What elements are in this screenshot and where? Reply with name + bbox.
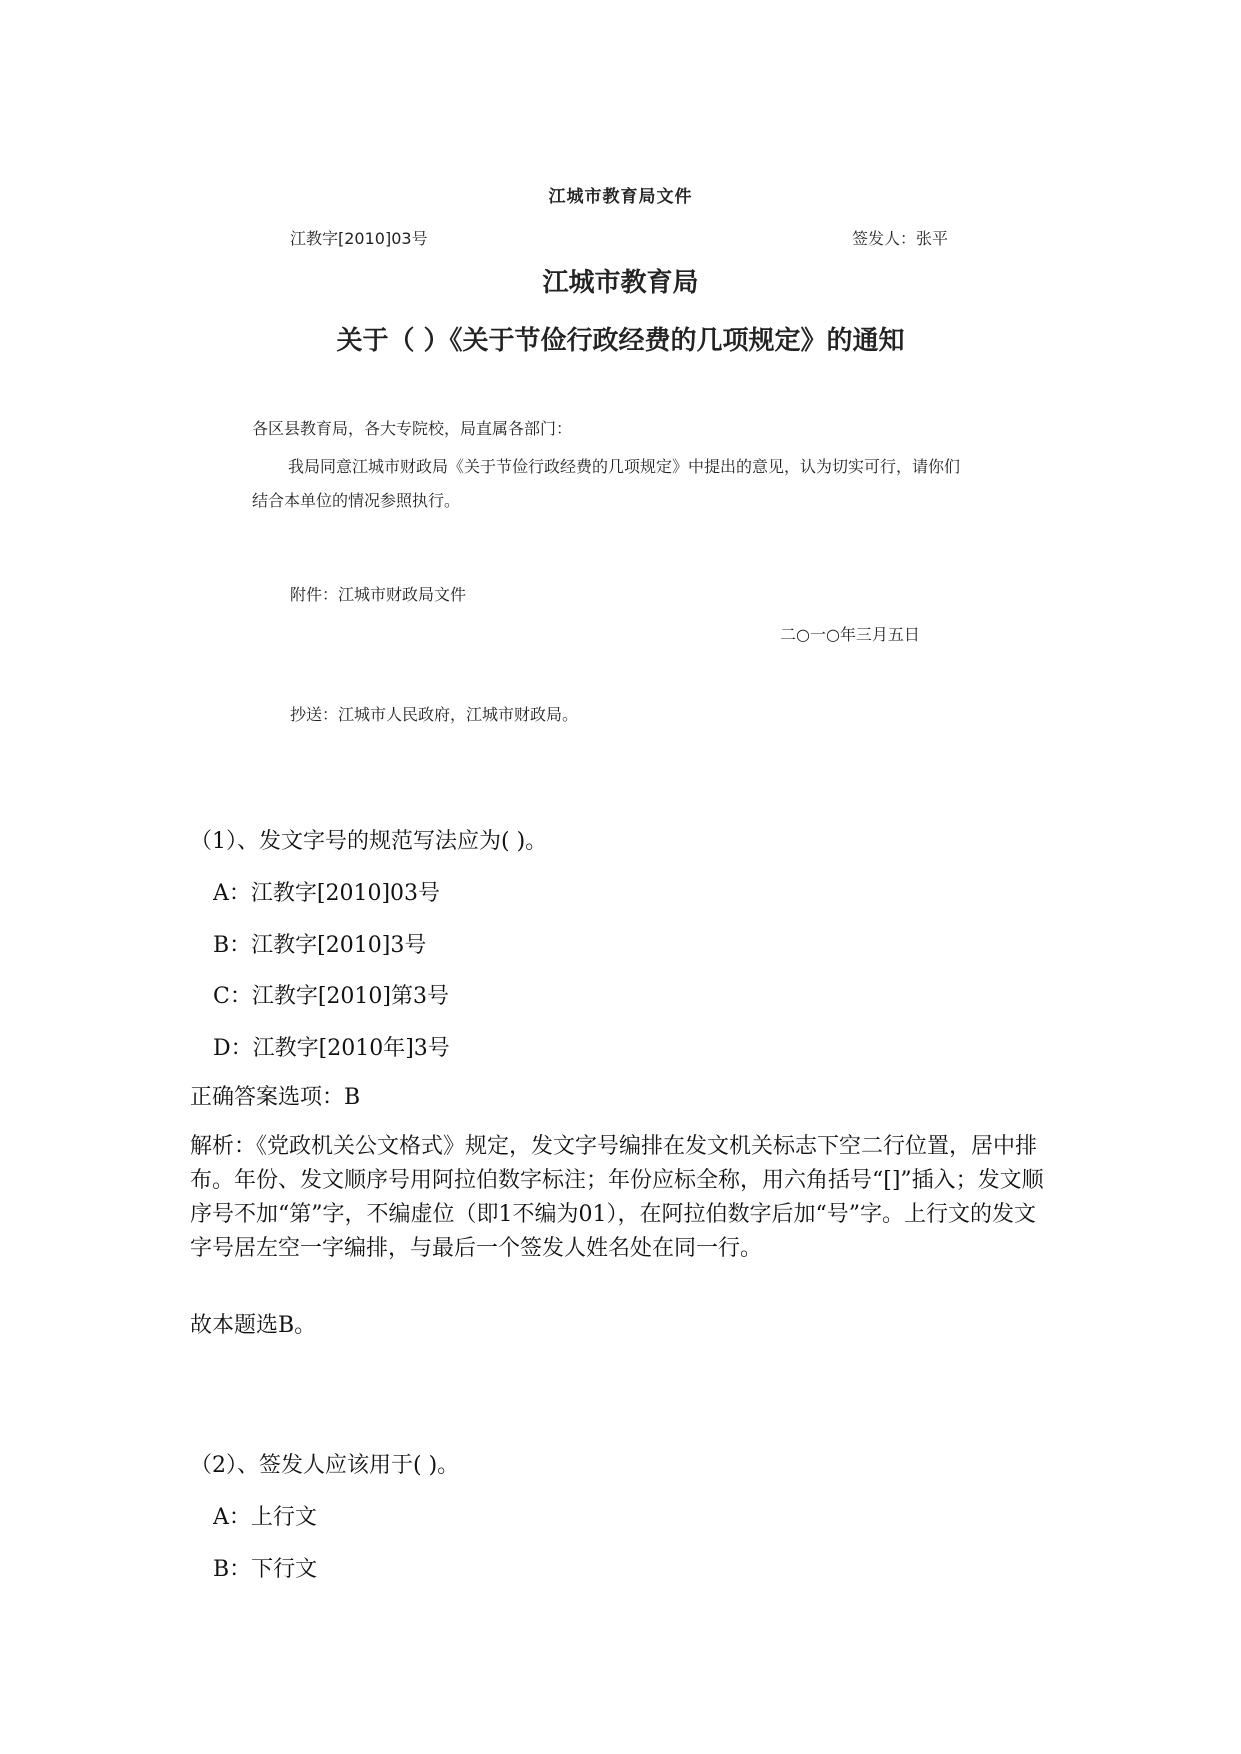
- issuing-authority: 江城市教育局: [542, 268, 699, 298]
- question-1-option-b: B：江教字[2010]3号: [213, 933, 427, 958]
- notice-body: 我局同意江城市财政局《关于节俭行政经费的几项规定》中提出的意见，认为切实可行，请你们结合本单位的情况参照执行。: [252, 457, 961, 510]
- attachment: 附件：江城市财政局文件: [290, 585, 467, 604]
- document-number: 江教字[2010]03号: [290, 229, 428, 248]
- question-1-stem: （1）、发文字号的规范写法应为( )。: [190, 829, 548, 854]
- question-1-analysis: 解析：《党政机关公文格式》规定，发文字号编排在发文机关标志下空二行位置，居中排布。年份、发文顺序号用阿拉伯数字标注；年份应标全称，用六角括号“[]”插入；发文顺序号不加“第”字，不编虚位（即1不编为01），在阿拉伯数字后加“号”字。上行文的发文字号居左空一字编排，与最后一个签发人姓名处在同一行。: [190, 1134, 1044, 1261]
- document-header: 江城市教育局文件: [548, 187, 693, 207]
- question-2-stem: （2）、签发人应该用于( )。: [190, 1453, 460, 1478]
- question-1-conclusion: 故本题选B。: [190, 1313, 317, 1338]
- notice-title: 关于（ ）《关于节俭行政经费的几项规定》的通知: [336, 326, 905, 356]
- cc-line: 抄送：江城市人民政府，江城市财政局。: [290, 705, 579, 724]
- question-1-option-c: C：江教字[2010]第3号: [213, 984, 449, 1009]
- signer: 签发人：张平: [852, 229, 949, 248]
- question-2-option-b: B：下行文: [213, 1557, 318, 1582]
- question-1-answer: 正确答案选项：B: [190, 1085, 361, 1110]
- question-1-option-a: A：江教字[2010]03号: [213, 881, 441, 906]
- issue-date: 二○一○年三月五日: [780, 625, 920, 644]
- question-2-option-a: A：上行文: [213, 1505, 317, 1530]
- recipients: 各区县教育局，各大专院校，局直属各部门：: [252, 419, 573, 438]
- question-1-option-d: D：江教字[2010年]3号: [213, 1036, 450, 1061]
